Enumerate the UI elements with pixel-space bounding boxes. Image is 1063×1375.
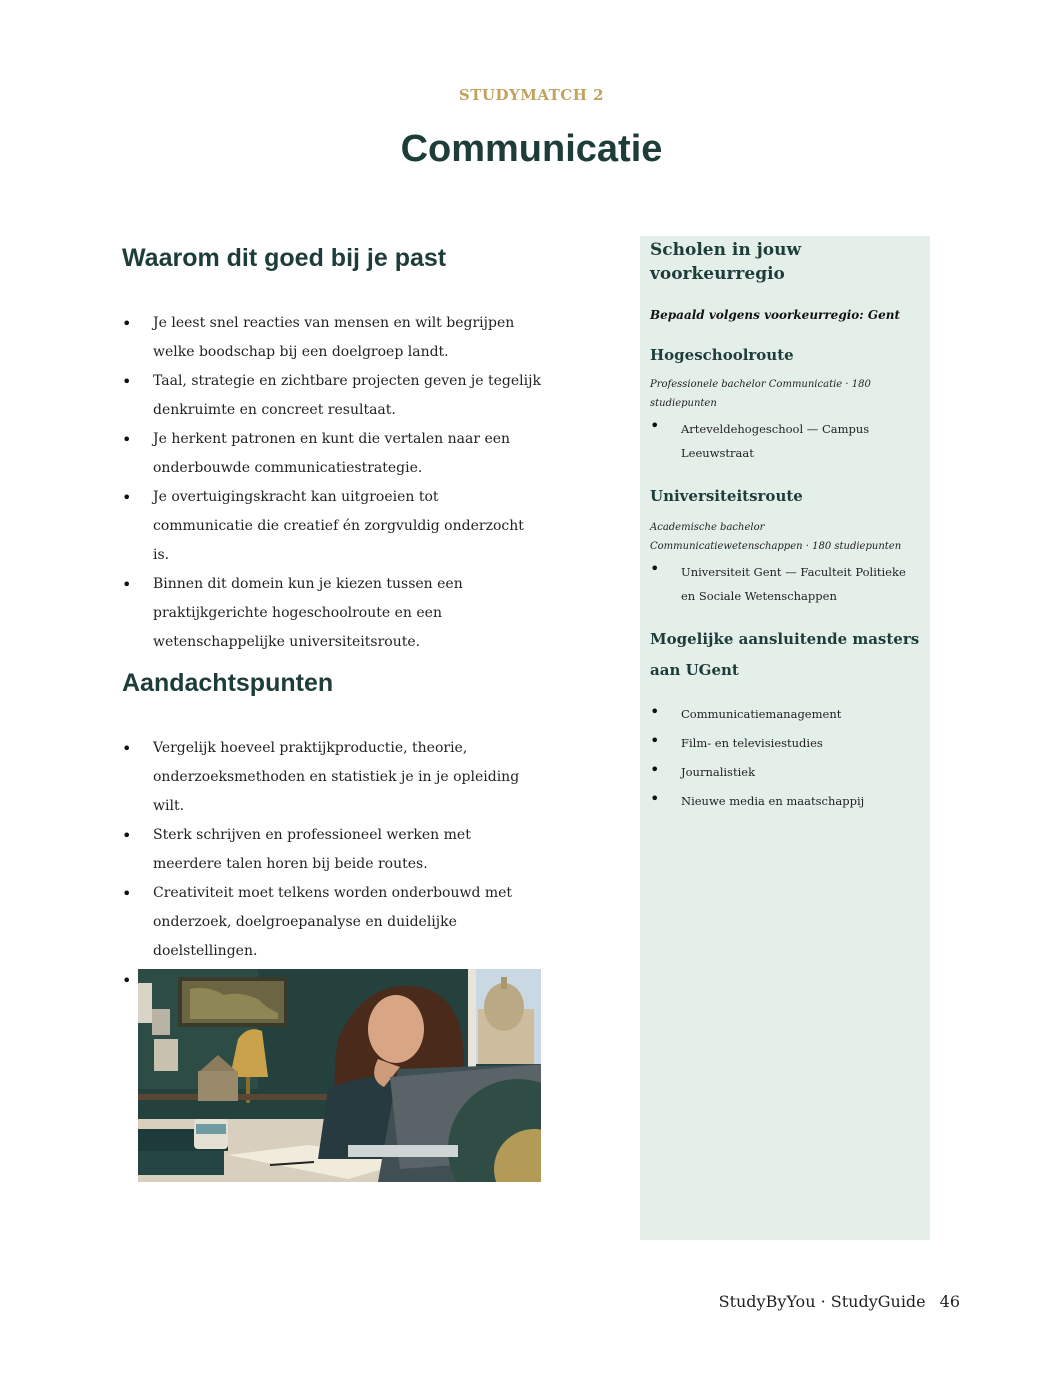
hogeschool-heading: Hogeschoolroute (650, 346, 794, 364)
masters-list (650, 700, 920, 816)
list-item: • Je herkent patronen en kunt die vertalen naar een onderbouwde communicatiestrategie. (122, 425, 542, 483)
universiteit-meta: Academische bachelor Communicatiewetenschappen · 180 studiepunten (650, 522, 902, 552)
hogeschool-list (650, 417, 920, 465)
masters-heading: Mogelijke aansluitende masters aan UGent (650, 630, 920, 679)
attention-heading: Aandachtspunten (122, 669, 334, 697)
list-item: • Sterk schrijven en professioneel werken met meerdere talen horen bij beide routes. (122, 821, 542, 879)
universiteit-list (650, 560, 920, 608)
universiteit-heading: Universiteitsroute (650, 487, 803, 505)
list-item: • Binnen dit domein kun je kiezen tussen een praktijkgerichte hogeschoolroute en een wetenschappelijke universiteitsroute. (122, 570, 542, 657)
student-laptop-photo (138, 969, 541, 1182)
list-item: • Film- en televisiestudies (650, 729, 920, 758)
list-item: • Creativiteit moet telkens worden onderbouwd met onderzoek, doelgroepanalyse en duidelijke doelstellingen. (122, 879, 542, 966)
list-item: • Je overtuigingskracht kan uitgroeien tot communicatie die creatief én zorgvuldig onderzocht is. (122, 483, 542, 570)
studymatch-kicker: STUDYMATCH 2 (458, 86, 605, 104)
why-list (122, 309, 542, 657)
why-heading: Waarom dit goed bij je past (122, 244, 447, 272)
page-number: 46 (939, 1292, 960, 1311)
main-column (122, 244, 542, 1053)
list-item: • Je leest snel reacties van mensen en wilt begrijpen welke boodschap bij een doelgroep landt. (122, 309, 542, 367)
list-item: • Communicatiemanagement (650, 700, 920, 729)
hogeschool-meta: Professionele bachelor Communicatie · 180 studiepunten (650, 379, 871, 409)
sidebar-title: Scholen in jouw voorkeurregio (650, 240, 802, 284)
list-item: • Arteveldehogeschool — Campus Leeuwstraat (650, 417, 920, 465)
page-footer (719, 1292, 960, 1311)
list-item: • Taal, strategie en zichtbare projecten geven je tegelijk denkruimte en concreet resultaat. (122, 367, 542, 425)
list-item: • Journalistiek (650, 758, 920, 787)
list-item: • Vergelijk hoeveel praktijkproductie, theorie, onderzoeksmethoden en statistiek je in je opleiding wilt. (122, 734, 542, 821)
page-title: Communicatie (400, 128, 663, 170)
schools-sidebar (640, 236, 930, 1240)
list-item: • Nieuwe media en maatschappij (650, 787, 920, 816)
list-item: • Universiteit Gent — Faculteit Politieke en Sociale Wetenschappen (650, 560, 920, 608)
footer-label: StudyByYou · StudyGuide (718, 1292, 926, 1311)
sidebar-region: Bepaald volgens voorkeurregio: Gent (650, 308, 901, 322)
